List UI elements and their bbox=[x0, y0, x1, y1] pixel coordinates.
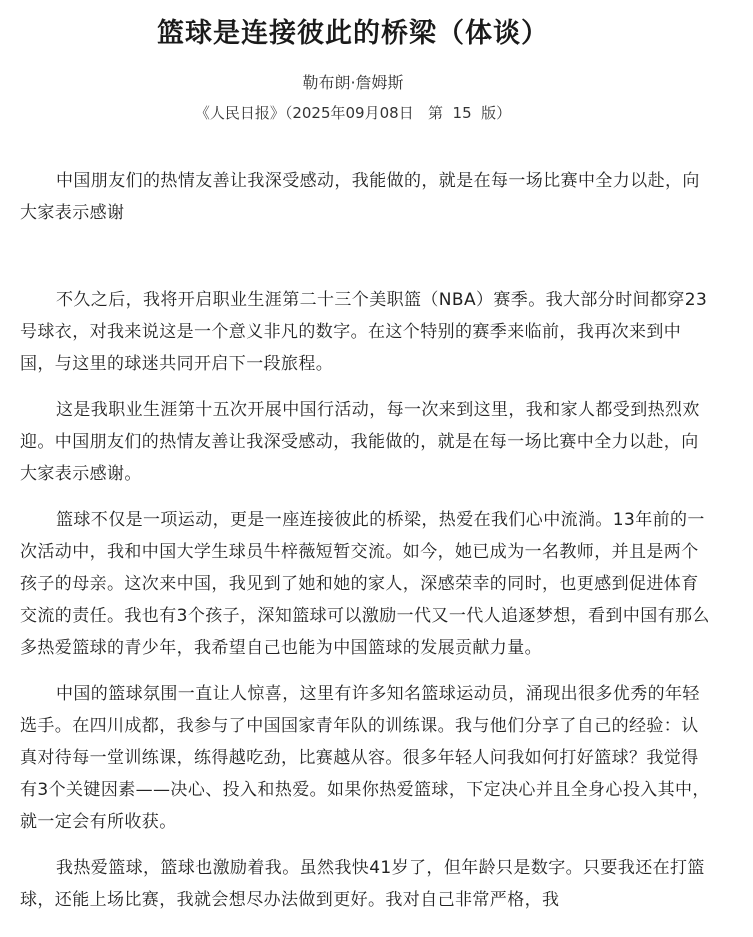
article-lead: 中国朋友们的热情友善让我深受感动，我能做的，就是在每一场比赛中全力以赴，向大家表示感谢 bbox=[20, 171, 700, 223]
article-paragraph-3: 篮球不仅是一项运动，更是一座连接彼此的桥梁，热爱在我们心中流淌。13年前的一次活动中，我和中国大学生球员牛梓薇短暂交流。如今，她已成为一名教师，并且是两个孩子的母亲。这次来中国，我见到了她和她的家人，深感荣幸的同时，也更感到促进体育交流的责任。我也有3个孩子，深知篮球可以激励一代又一代人追逐梦想，看到中国有那么多热爱篮球的青少年，我希望自己也能为中国篮球的发展贡献力量。 bbox=[20, 510, 710, 658]
article-paragraph-1: 不久之后，我将开启职业生涯第二十三个美职篮（NBA）赛季。我大部分时间都穿23号球衣，对我来说这是一个意义非凡的数字。在这个特别的赛季来临前，我再次来到中国，与这里的球迷共同开启下一段旅程。 bbox=[20, 290, 708, 374]
article-paragraph-2: 这是我职业生涯第十五次开展中国行活动，每一次来到这里，我和家人都受到热烈欢迎。中国朋友们的热情友善让我深受感动，我能做的，就是在每一场比赛中全力以赴，向大家表示感谢。 bbox=[20, 400, 700, 484]
article-title: 篮球是连接彼此的桥梁（体谈） bbox=[157, 18, 549, 49]
article-author: 勒布朗·詹姆斯 bbox=[302, 73, 404, 92]
article-paragraph-4: 中国的篮球氛围一直让人惊喜，这里有许多知名篮球运动员，涌现出很多优秀的年轻选手。在四川成都，我参与了中国国家青年队的训练课。我与他们分享了自己的经验：认真对待每一堂训练课，练得越吃劲，比赛越从容。很多年轻人问我如何打好篮球？我觉得有3个关键因素——决心、投入和热爱。如果你热爱篮球，下定决心并且全身心投入其中，就一定会有所收获。 bbox=[20, 684, 710, 832]
article-source: 《人民日报》（2025年09月08日 第 15 版） bbox=[194, 104, 512, 122]
article-paragraph-5: 我热爱篮球，篮球也激励着我。虽然我快41岁了，但年龄只是数字。只要我还在打篮球，还能上场比赛，我就会想尽办法做到更好。我对自己非常严格，我 bbox=[20, 858, 705, 910]
article-body bbox=[20, 284, 710, 930]
